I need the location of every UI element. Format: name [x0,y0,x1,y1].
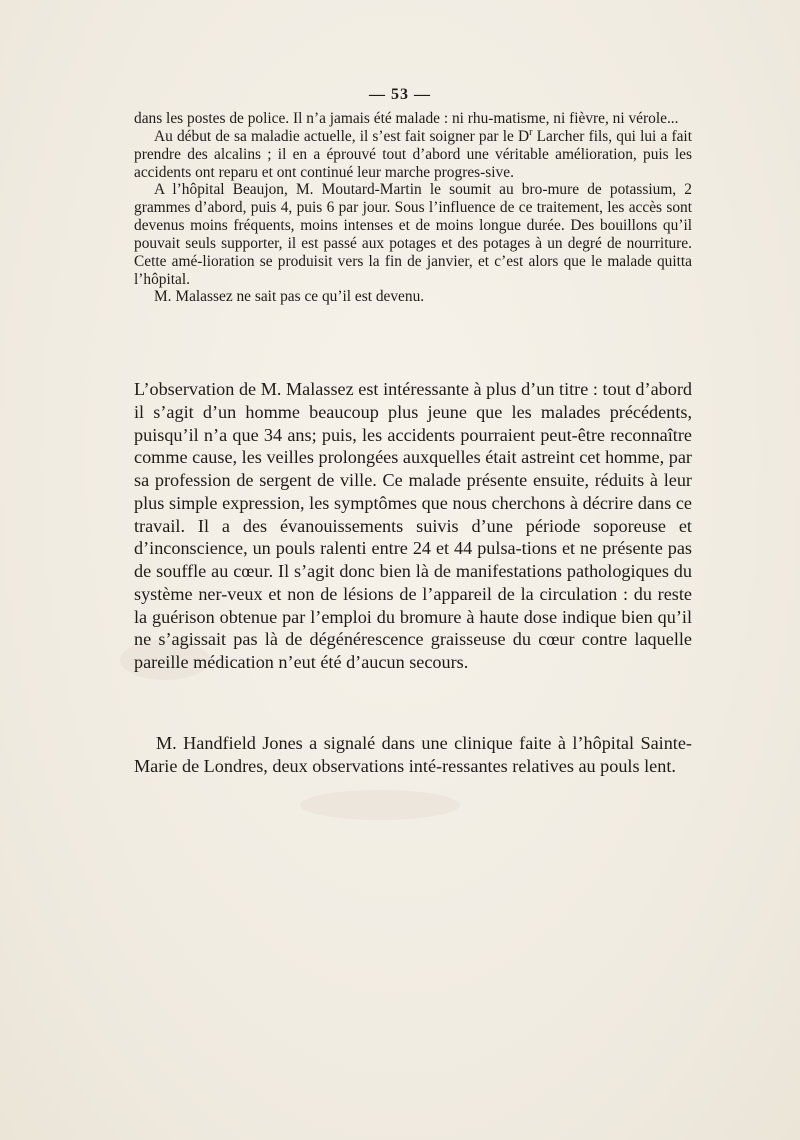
paragraph: A l’hôpital Beaujon, M. Moutard-Martin le soumit au bro-mure de potassium, 2 grammes d’abord, puis 4, puis 6 par jour. Sous l’influence de ce traitement, les accès sont devenus moins fréquents, moins intenses et de moins longue durée. Des bouillons qu’il pouvait seuls supporter, il est passé aux potages et des potages à un degré de nourriture. Cette amé-lioration se produisit vers la fin de janvier, et c’est alors que le malade quitta l’hôpital. [134,181,692,288]
page-number: — 53 — [369,86,431,103]
closing-text [134,732,692,778]
text-run: Larcher fils, qui lui a fait prendre des alcalins ; il en a éprouvé tout d’abord une véritable amélioration, puis les accidents ont reparu et ont continué leur marche progres-sive. [134,127,692,181]
paragraph: dans les postes de police. Il n’a jamais été malade : ni rhu-matisme, ni fièvre, ni vérole... [134,110,679,127]
paragraph: M. Malassez ne sait pas ce qu’il est devenu. [154,288,425,306]
paragraph: M. Handfield Jones a signalé dans une clinique faite à l’hôpital Sainte-Marie de Londres, deux observations inté-ressantes relatives au pouls lent. [134,733,692,776]
paper-stain [300,790,460,820]
paragraph [134,128,692,182]
paragraph: L’observation de M. Malassez est intéressante à plus d’un titre : tout d’abord il s’agit d’un homme beaucoup plus jeune que les malades précédents, puisqu’il n’a que 34 ans; puis, les accidents pourraient peut-être reconnaître comme cause, les veilles prolongées auxquelles était astreint cet homme, par sa profession de sergent de ville. Ce malade présente ensuite, réduits à leur plus simple expression, les symptômes que nous cherchons à décrire dans ce travail. Il a des évanouissements suivis d’une période soporeuse et d’inconscience, un pouls ralenti entre 24 et 44 pulsa-tions et ne présente pas de souffle au cœur. Il s’agit donc bien là de manifestations pathologiques du système ner-veux et non de lésions de l’appareil de la circulation : du reste la guérison obtenue par l’emploi du bromure à haute dose indique bien qu’il ne s’agissait pas là de dégénérescence graisseuse du cœur contre laquelle pareille médication n’eut été d’aucun secours. [134,379,692,672]
observation-end-text [134,110,692,306]
text-run: Au début de sa maladie actuelle, il s’est fait soigner par le D [154,127,530,145]
commentary-text [134,378,692,674]
superscript: r [529,126,533,138]
